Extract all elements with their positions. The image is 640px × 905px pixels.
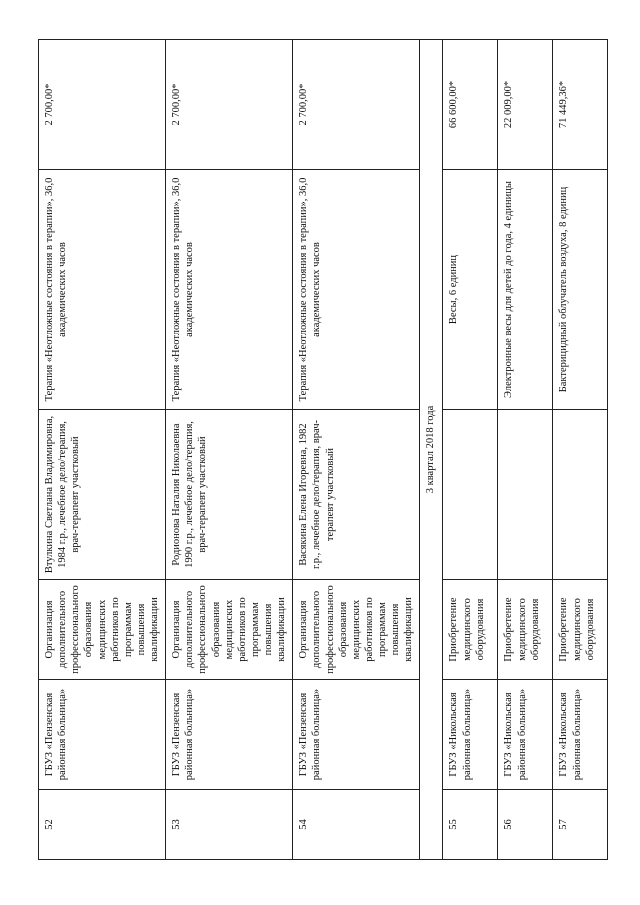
row-number: 56 xyxy=(498,790,553,860)
cost-cell: 71 449,36* xyxy=(553,40,608,170)
table-row xyxy=(39,40,166,860)
description-cell: Терапия «Неотложные состояния в терапии», 36,0 академических часов xyxy=(293,170,420,410)
table-row xyxy=(498,40,553,860)
person-cell: Втулкина Светлана Владимировна, 1984 г.р., лечебное дело/терапия, врач-терапевт участковый xyxy=(39,410,166,580)
person-cell xyxy=(498,410,553,580)
rotated-table-wrapper xyxy=(38,40,596,860)
quarter-heading: 3 квартал 2018 года xyxy=(420,40,443,860)
cost-cell: 2 700,00* xyxy=(166,40,293,170)
description-cell: Электронные весы для детей до года, 4 единицы xyxy=(498,170,553,410)
organization-cell: ГБУЗ «Пензенская районная больница» xyxy=(166,680,293,790)
table-row xyxy=(166,40,293,860)
person-cell xyxy=(443,410,498,580)
cost-cell: 2 700,00* xyxy=(293,40,420,170)
activity-cell: Приобретение медицинского оборудования xyxy=(443,580,498,680)
organization-cell: ГБУЗ «Пензенская районная больница» xyxy=(39,680,166,790)
row-number: 52 xyxy=(39,790,166,860)
description-cell: Бактерицидный облучатель воздуха, 8 единиц xyxy=(553,170,608,410)
activity-cell: Организация дополнительного профессионального образования медицинских работников по программам повышения квалификации xyxy=(166,580,293,680)
organization-cell: ГБУЗ «Пензенская районная больница» xyxy=(293,680,420,790)
activity-cell: Организация дополнительного профессионального образования медицинских работников по программам повышения квалификации xyxy=(39,580,166,680)
activity-cell: Организация дополнительного профессионального образования медицинских работников по программам повышения квалификации xyxy=(293,580,420,680)
row-number: 53 xyxy=(166,790,293,860)
funding-table xyxy=(38,39,608,860)
person-cell xyxy=(553,410,608,580)
description-cell: Терапия «Неотложные состояния в терапии», 36,0 академических часов xyxy=(39,170,166,410)
description-cell: Терапия «Неотложные состояния в терапии», 36,0 академических часов xyxy=(166,170,293,410)
organization-cell: ГБУЗ «Никольская районная больница» xyxy=(443,680,498,790)
quarter-row xyxy=(420,40,443,860)
cost-cell: 66 600,00* xyxy=(443,40,498,170)
cost-cell: 22 009,00* xyxy=(498,40,553,170)
organization-cell: ГБУЗ «Никольская районная больница» xyxy=(553,680,608,790)
row-number: 55 xyxy=(443,790,498,860)
organization-cell: ГБУЗ «Никольская районная больница» xyxy=(498,680,553,790)
activity-cell: Приобретение медицинского оборудования xyxy=(498,580,553,680)
person-cell: Родионова Наталия Николаевна 1990 г.р., лечебное дело/терапия, врач-терапевт участковый xyxy=(166,410,293,580)
activity-cell: Приобретение медицинского оборудования xyxy=(553,580,608,680)
table-row xyxy=(553,40,608,860)
table-row xyxy=(443,40,498,860)
row-number: 54 xyxy=(293,790,420,860)
person-cell: Васякина Елена Игоревна, 1982 г.р., лечебное дело/терапия, врач-терапевт участковый xyxy=(293,410,420,580)
description-cell: Весы, 6 единиц xyxy=(443,170,498,410)
cost-cell: 2 700,00* xyxy=(39,40,166,170)
table-row xyxy=(293,40,420,860)
row-number: 57 xyxy=(553,790,608,860)
